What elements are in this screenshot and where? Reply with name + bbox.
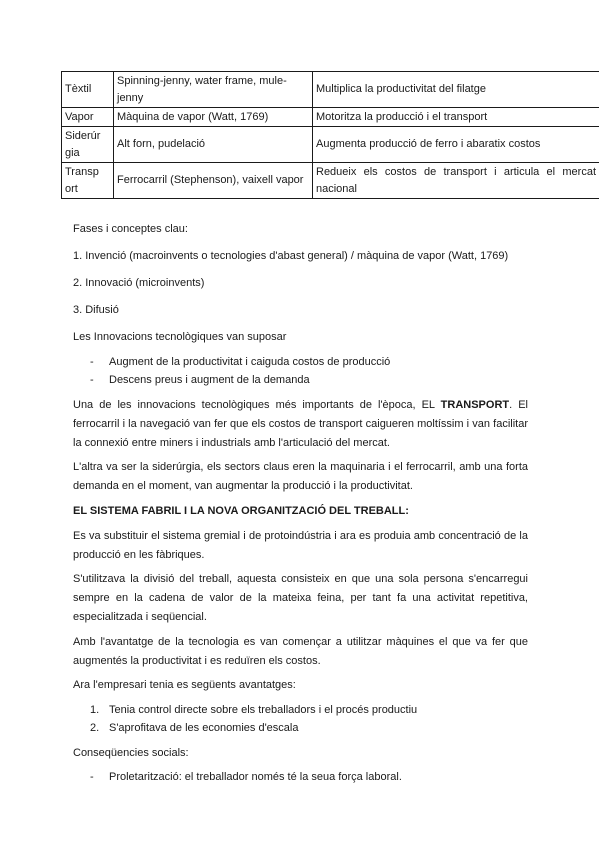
table-row xyxy=(62,127,599,163)
consequencies-intro: Conseqüencies socials: xyxy=(73,746,189,759)
sector-text-part: Siderúr xyxy=(65,129,101,142)
list-item-text: Tenia control directe sobre els treballadors i el procés productiu xyxy=(109,703,418,716)
table-cell-sector: Tèxtil xyxy=(62,72,114,108)
fases-item: 2. Innovació (microinvents) xyxy=(73,277,205,289)
dash-marker: - xyxy=(90,373,94,386)
dash-marker: - xyxy=(90,355,94,368)
table-row xyxy=(62,108,599,127)
table-cell-effect: Augmenta producció de ferro i abaratix costos xyxy=(313,127,599,163)
list-item-text: Descens preus i augment de la demanda xyxy=(109,373,310,386)
innovacions-intro: Les Innovacions tecnològiques van suposar xyxy=(73,331,287,343)
paragraph-text: . El ferrocarril i la navegació van fer que els costos de transport caigueren moltíssim i van facilitar la connexió entre miners i industrials amb l'articulació del mercat. xyxy=(73,398,528,449)
sector-text-part: gia xyxy=(65,146,80,159)
list-item-text: Augment de la productivitat i caiguda costos de producció xyxy=(109,355,391,368)
fases-item: 1. Invenció (macroinvents o tecnologies d'abast general) / màquina de vapor (Watt, 1769) xyxy=(73,250,509,262)
table-cell-invention: Ferrocarril (Stephenson), vaixell vapor xyxy=(114,163,313,199)
table-cell-effect: Redueix els costos de transport i articula el mercat nacional xyxy=(313,163,599,199)
paragraph-text: Una de les innovacions tecnològiques més importants de l'època, EL xyxy=(73,398,441,411)
transport-keyword: TRANSPORT xyxy=(440,398,510,411)
innovacions-list xyxy=(73,353,528,389)
transport-paragraph xyxy=(73,396,528,453)
fases-item: 3. Difusió xyxy=(73,304,119,316)
body-paragraph: S'utilitzava la divisió del treball, aquesta consisteix en que una sola persona s'encarregui sempre en la cadena de valor de la mateixa feina, per tant fa una activitat repetitiva, especialitzada i seqüencial. xyxy=(73,573,528,623)
table-cell-effect: Motoritza la producció i el transport xyxy=(313,108,599,127)
document-body xyxy=(73,220,528,793)
fases-intro: Fases i conceptes clau: xyxy=(73,223,188,235)
table-cell-invention: Màquina de vapor (Watt, 1769) xyxy=(114,108,313,127)
table-row xyxy=(62,163,599,199)
list-item xyxy=(73,371,528,389)
sector-text-part: Transp xyxy=(65,165,99,178)
table-cell-sector xyxy=(62,127,114,163)
number-marker: 2. xyxy=(90,721,100,734)
list-item xyxy=(73,701,528,719)
list-item-text: Proletarització: el treballador només té la seua força laboral. xyxy=(109,771,402,783)
avantatges-list xyxy=(73,701,528,737)
number-marker: 1. xyxy=(90,703,100,716)
avantatges-intro: Ara l'empresari tenia es següents avantatges: xyxy=(73,679,296,691)
table-row xyxy=(62,72,599,108)
list-item xyxy=(73,719,528,737)
sector-text-part: ort xyxy=(65,182,78,195)
technology-table xyxy=(61,71,599,199)
table-cell-sector: Vapor xyxy=(62,108,114,127)
siderurgia-paragraph: L'altra va ser la siderúrgia, els sectors claus eren la maquinaria i el ferrocarril, amb una forta demanda en el moment, van augmentar la producció i la productivitat. xyxy=(73,461,528,492)
consequencies-list xyxy=(73,768,528,786)
table-cell-invention: Spinning-jenny, water frame, mule-jenny xyxy=(114,72,313,108)
list-item xyxy=(73,768,528,786)
table-cell-invention: Alt forn, pudelació xyxy=(114,127,313,163)
list-item xyxy=(73,353,528,371)
dash-marker: - xyxy=(90,771,94,783)
table-cell-sector xyxy=(62,163,114,199)
section-heading: EL SISTEMA FABRIL I LA NOVA ORGANITZACIÓ DEL TREBALL: xyxy=(73,504,409,517)
body-paragraph: Es va substituir el sistema gremial i de protoindústria i ara es produia amb concentració de la producció en les fàbriques. xyxy=(73,529,528,561)
list-item-text: S'aprofitava de les economies d'escala xyxy=(109,721,299,734)
table-cell-effect: Multiplica la productivitat del filatge xyxy=(313,72,599,108)
body-paragraph: Amb l'avantatge de la tecnologia es van començar a utilitzar màquines el que va fer que augmentés la productivitat i es reduïren els costos. xyxy=(73,635,528,667)
